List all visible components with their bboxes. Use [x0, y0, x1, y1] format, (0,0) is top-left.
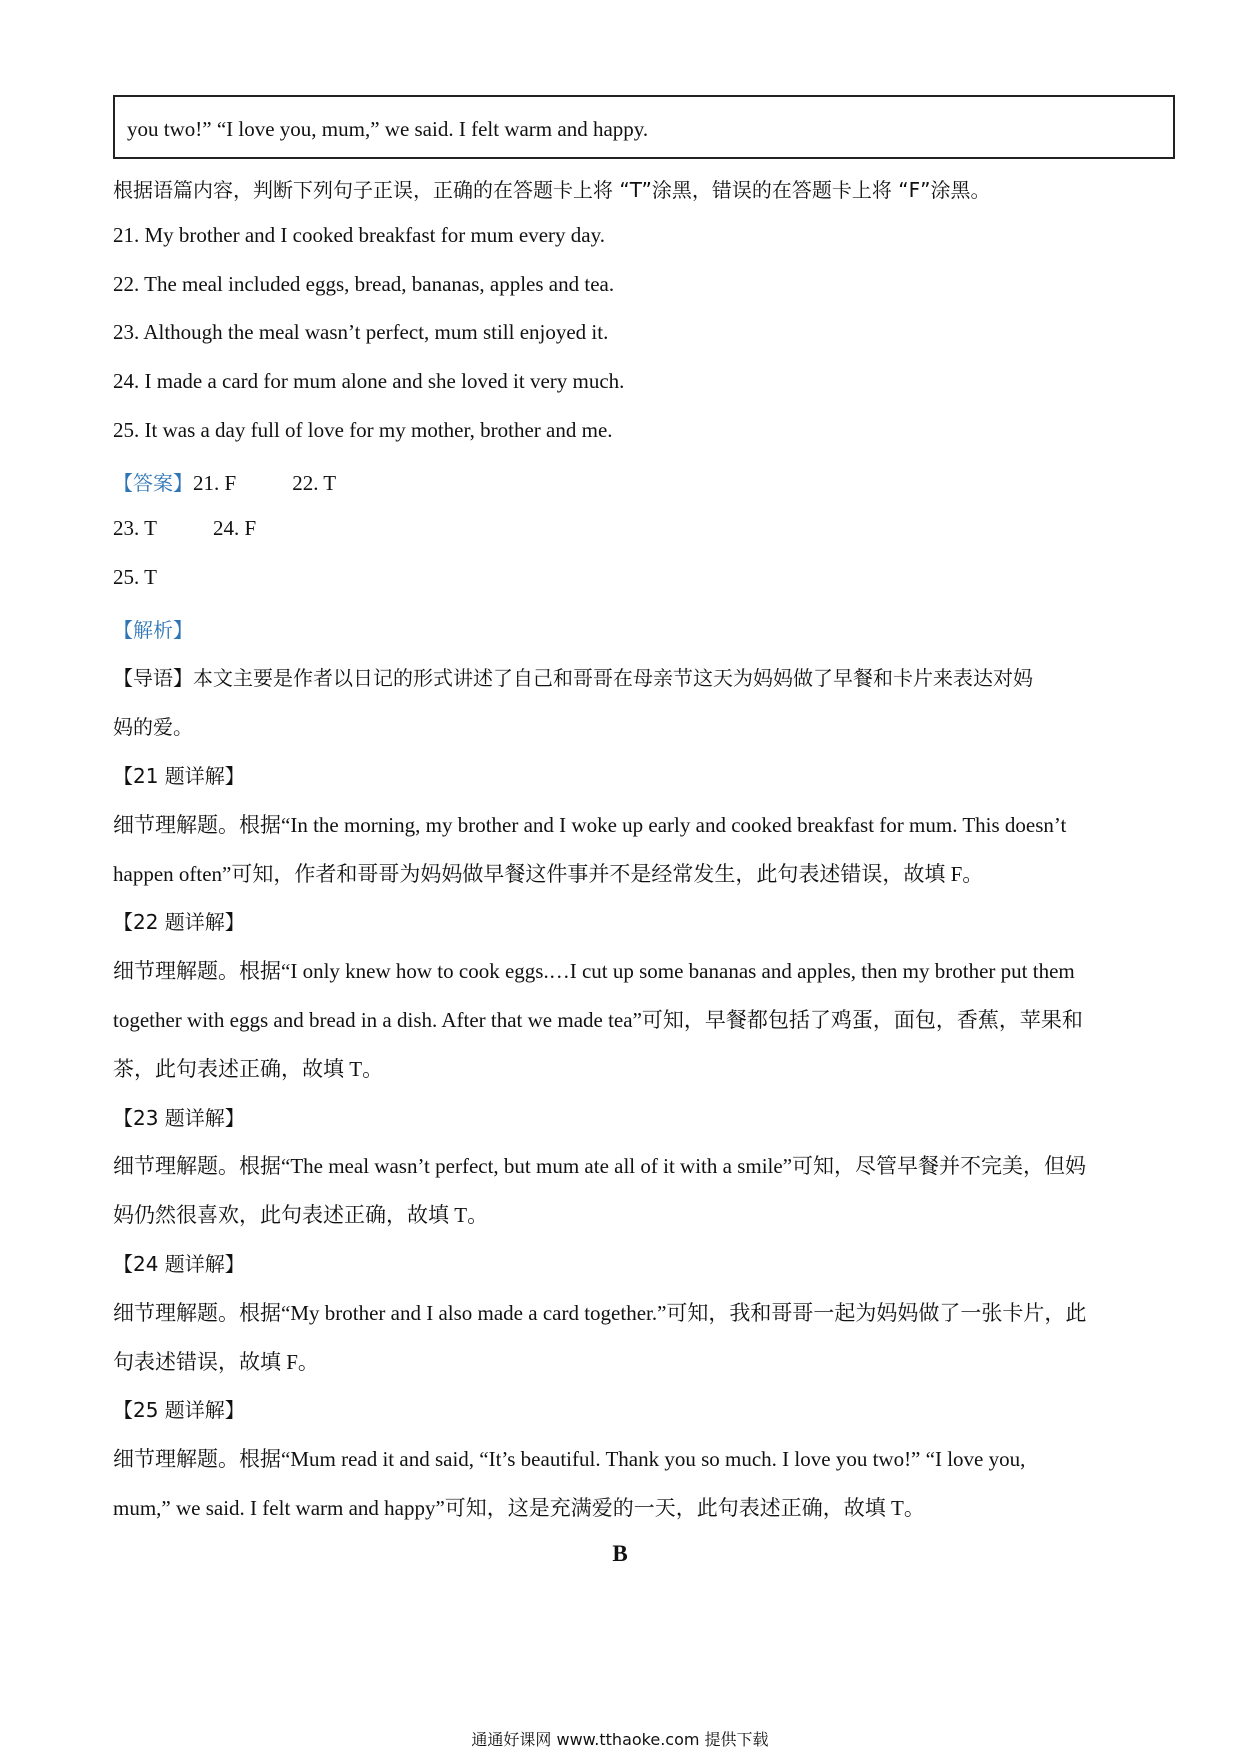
instruction: 根据语篇内容，判断下列句子正误，正确的在答题卡上将 “T”涂黑，错误的在答题卡上将 “F”涂黑。 — [113, 178, 991, 202]
intro-text-1: 本文主要是作者以日记的形式讲述了自己和哥哥在母亲节这天为妈妈做了早餐和卡片来表达对妈 — [193, 666, 1033, 690]
answer-21: 21. F — [193, 471, 237, 495]
detail-23-line-2: 妈仍然很喜欢，此句表述正确，故填 T。 — [113, 1203, 489, 1227]
analysis-label: 【解析】 — [113, 618, 193, 642]
detail-23-heading: 【23 题详解】 — [113, 1106, 245, 1130]
intro-label: 【导语】 — [113, 666, 193, 690]
intro-line-2: 妈的爱。 — [113, 715, 193, 739]
detail-24-line-2: 句表述错误，故填 F。 — [113, 1350, 319, 1374]
section-label: B — [612, 1541, 628, 1566]
detail-22-heading: 【22 题详解】 — [113, 910, 245, 934]
answer-23: 23. T — [113, 516, 157, 540]
answer-row-2 — [113, 516, 256, 541]
answer-row-3 — [113, 565, 157, 590]
question-23: 23. Although the meal wasn’t perfect, mum still enjoyed it. — [113, 320, 609, 344]
detail-23-line-1: 细节理解题。根据“The meal wasn’t perfect, but mum ate all of it with a smile”可知，尽管早餐并不完美，但妈 — [113, 1154, 1087, 1178]
detail-21-line-1: 细节理解题。根据“In the morning, my brother and I woke up early and cooked breakfast for mum. This doesn’t — [113, 813, 1067, 837]
answer-25: 25. T — [113, 565, 157, 589]
page-footer: 通通好课网 www.tthaoke.com 提供下载 — [471, 1730, 769, 1749]
question-22: 22. The meal included eggs, bread, bananas, apples and tea. — [113, 272, 615, 296]
answer-row-1 — [113, 467, 336, 496]
detail-22-line-1: 细节理解题。根据“I only knew how to cook eggs.…I cut up some bananas and apples, then my brother put them — [113, 959, 1075, 983]
detail-25-heading: 【25 题详解】 — [113, 1398, 245, 1422]
passage-tail: you two!” “I love you, mum,” we said. I felt warm and happy. — [127, 117, 649, 141]
detail-21-heading: 【21 题详解】 — [113, 764, 245, 788]
detail-25-line-2: mum,” we said. I felt warm and happy”可知，这是充满爱的一天，此句表述正确，故填 T。 — [113, 1496, 925, 1520]
question-24: 24. I made a card for mum alone and she loved it very much. — [113, 369, 625, 393]
answer-label: 【答案】 — [113, 471, 193, 495]
answer-24: 24. F — [212, 516, 257, 540]
answer-22: 22. T — [292, 471, 337, 495]
question-21: 21. My brother and I cooked breakfast for mum every day. — [113, 223, 605, 247]
detail-22-line-2: together with eggs and bread in a dish. After that we made tea”可知，早餐都包括了鸡蛋，面包，香蕉，苹果和 — [113, 1008, 1083, 1032]
detail-25-line-1: 细节理解题。根据“Mum read it and said, “It’s beautiful. Thank you so much. I love you two!” “I love you, — [113, 1447, 1026, 1471]
detail-22-line-3: 茶，此句表述正确，故填 T。 — [113, 1057, 384, 1081]
intro-line-1 — [113, 662, 1033, 691]
detail-24-line-1: 细节理解题。根据“My brother and I also made a card together.”可知，我和哥哥一起为妈妈做了一张卡片，此 — [113, 1301, 1087, 1325]
detail-24-heading: 【24 题详解】 — [113, 1252, 245, 1276]
question-25: 25. It was a day full of love for my mother, brother and me. — [113, 418, 613, 442]
detail-21-line-2: happen often”可知，作者和哥哥为妈妈做早餐这件事并不是经常发生，此句表述错误，故填 F。 — [113, 862, 984, 886]
passage-box — [113, 95, 1175, 159]
